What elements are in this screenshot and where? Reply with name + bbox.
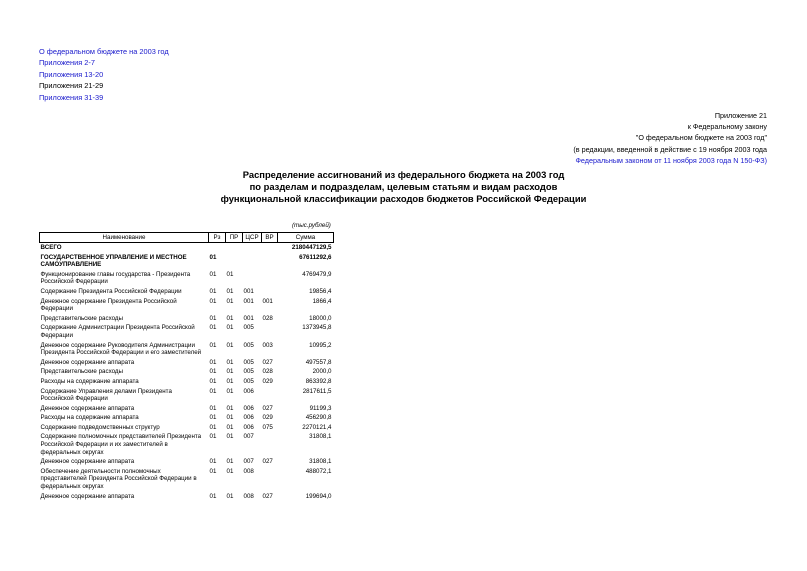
row-sum: 1866,4	[312, 297, 332, 305]
row-pr: 01	[226, 341, 234, 349]
row-rz: 01	[209, 368, 217, 376]
row-name: Содержание Управления делами Президента Российской Федерации	[40, 387, 172, 403]
row-name: Содержание Президента Российской Федерации	[40, 287, 182, 295]
row-name: Представительские расходы	[40, 368, 123, 376]
table-row	[40, 270, 334, 287]
row-pr: 01	[226, 287, 234, 295]
row-sum: 488072,1	[305, 467, 332, 475]
row-rz: 01	[209, 341, 217, 349]
row-pr: 01	[226, 297, 234, 305]
row-pr: 01	[226, 458, 234, 466]
table-row	[40, 377, 334, 387]
row-vr	[262, 270, 278, 287]
row-csr: 006	[243, 404, 254, 412]
appendix-edition-note: (в редакции, введенной в действие с 19 ноября 2003 года	[573, 144, 767, 154]
link-federal-budget-2003[interactable]: О федеральном бюджете на 2003 год	[39, 47, 169, 56]
row-csr: 006	[243, 423, 254, 431]
row-vr	[262, 287, 278, 297]
row-name: ВСЕГО	[40, 244, 62, 251]
header-sum: Сумма	[278, 233, 334, 243]
row-rz: 01	[209, 253, 217, 261]
table-row	[40, 467, 334, 492]
table-row	[40, 341, 334, 358]
row-pr	[226, 243, 243, 253]
row-vr: 029	[262, 414, 273, 422]
row-rz: 01	[209, 423, 217, 431]
row-vr: 027	[262, 492, 273, 500]
appendix-number: Приложение 21	[714, 111, 767, 120]
row-pr: 01	[226, 368, 234, 376]
row-csr: 006	[243, 387, 254, 395]
row-vr	[262, 253, 278, 270]
row-sum: 67611292,6	[299, 253, 332, 261]
document-links	[39, 46, 169, 103]
link-appendices-2-7[interactable]: Приложения 2-7	[39, 58, 95, 68]
row-sum: 199694,0	[305, 492, 332, 500]
table-row	[40, 492, 334, 502]
row-pr: 01	[226, 314, 234, 322]
row-name: Функционирование главы государства - Президента Российской Федерации	[40, 270, 191, 286]
table-row	[40, 243, 334, 253]
row-vr: 028	[262, 314, 273, 322]
row-name: Содержание полномочных представителей Президента Российской Федерации и их заместителей в федеральных округах	[40, 433, 202, 456]
row-csr: 006	[243, 414, 254, 422]
row-sum: 1373945,8	[302, 324, 332, 332]
table-row	[40, 253, 334, 270]
row-name: Расходы на содержание аппарата	[40, 377, 139, 385]
row-vr	[262, 467, 278, 492]
table-header-row	[40, 233, 334, 243]
row-vr: 029	[262, 377, 273, 385]
row-pr: 01	[226, 414, 234, 422]
row-rz: 01	[209, 414, 217, 422]
row-rz: 01	[209, 377, 217, 385]
row-rz: 01	[209, 287, 217, 295]
table-row	[40, 423, 334, 433]
table-row	[40, 297, 334, 314]
title-line-2: по разделам и подразделам, целевым статьям и видам расходов	[249, 181, 558, 192]
row-name: Содержание Администрации Президента Российской Федерации	[40, 324, 195, 339]
title-line-1: Распределение ассигнований из федерального бюджета на 2003 год	[242, 169, 565, 180]
row-sum: 91199,3	[309, 404, 332, 412]
link-appendices-13-20[interactable]: Приложения 13-20	[39, 69, 104, 79]
row-vr: 003	[262, 341, 273, 349]
row-csr	[243, 270, 262, 287]
row-rz: 01	[209, 404, 217, 412]
table-body	[40, 243, 334, 502]
link-appendices-21-29: Приложения 21-29	[39, 81, 104, 91]
row-vr	[262, 432, 278, 457]
table-row	[40, 457, 334, 467]
row-sum: 2180447129,5	[291, 244, 332, 251]
row-vr: 027	[262, 358, 273, 366]
row-vr	[262, 323, 278, 340]
row-pr: 01	[226, 467, 234, 475]
row-name: Содержание подведомственных структур	[40, 423, 160, 431]
row-pr: 01	[226, 423, 234, 431]
row-csr: 001	[243, 287, 254, 295]
row-sum: 497557,8	[305, 358, 332, 366]
table-row	[40, 323, 334, 340]
table-row	[40, 432, 334, 457]
table-row	[40, 314, 334, 324]
row-sum: 18000,0	[309, 314, 332, 322]
row-sum: 4769479,9	[302, 270, 332, 278]
appendix-law-title: "О федеральном бюджете на 2003 год"	[635, 133, 767, 143]
row-pr: 01	[226, 377, 234, 385]
row-csr: 008	[243, 492, 254, 500]
row-vr: 075	[262, 423, 273, 431]
row-csr: 007	[243, 458, 254, 466]
title-line-3: функциональной классификации расходов бюджетов Российской Федерации	[220, 193, 587, 204]
header-rz: Рз	[209, 233, 226, 243]
row-csr: 005	[243, 341, 254, 349]
appendix-law-ref: к Федеральному закону	[687, 122, 767, 132]
row-vr: 027	[262, 404, 273, 412]
row-sum: 2000,0	[312, 368, 332, 376]
row-name: Денежное содержание аппарата	[40, 458, 135, 466]
row-rz: 01	[209, 324, 217, 332]
row-rz: 01	[209, 358, 217, 366]
row-csr: 007	[243, 433, 254, 441]
table-row	[40, 404, 334, 414]
row-csr: 008	[243, 467, 254, 475]
row-pr: 01	[226, 324, 234, 332]
row-pr: 01	[226, 492, 234, 500]
row-sum: 863392,8	[305, 377, 332, 385]
row-sum: 456290,8	[305, 414, 332, 422]
row-csr: 005	[243, 358, 254, 366]
row-name: Обеспечение деятельности полномочных представителей Президента Российской Федерации в федеральных округах	[40, 467, 197, 491]
row-sum: 31808,1	[309, 458, 332, 466]
row-pr: 01	[226, 404, 234, 412]
row-name: Денежное содержание Руководителя Администрации Президента Российской Федерации и его заместителей	[40, 341, 202, 357]
row-csr: 005	[243, 324, 254, 332]
row-rz	[209, 243, 226, 253]
table-row	[40, 287, 334, 297]
row-rz: 01	[209, 314, 217, 322]
row-rz: 01	[209, 492, 217, 500]
row-name: Денежное содержание аппарата	[40, 404, 135, 412]
header-csr: ЦСР	[243, 233, 262, 243]
row-rz: 01	[209, 297, 217, 305]
header-name: Наименование	[40, 233, 209, 243]
budget-table	[39, 232, 334, 501]
row-vr	[262, 243, 278, 253]
document-title	[0, 169, 807, 205]
appendix-header	[573, 110, 767, 166]
row-pr: 01	[226, 270, 234, 278]
appendix-amending-law-link[interactable]: Федеральным законом от 11 ноября 2003 года N 150-ФЗ)	[575, 155, 767, 165]
row-sum: 31808,1	[309, 433, 332, 441]
row-sum: 19856,4	[309, 287, 332, 295]
units-note: (тыс.рублей)	[292, 222, 331, 229]
row-name: Денежное содержание Президента Российской Федерации	[40, 297, 177, 313]
row-name: Представительские расходы	[40, 314, 123, 322]
row-csr: 001	[243, 314, 254, 322]
row-pr	[226, 253, 243, 270]
row-vr: 001	[262, 297, 273, 305]
row-vr: 027	[262, 458, 273, 466]
row-name: ГОСУДАРСТВЕННОЕ УПРАВЛЕНИЕ И МЕСТНОЕ САМОУПРАВЛЕНИЕ	[40, 253, 187, 269]
table-row	[40, 413, 334, 423]
row-rz: 01	[209, 433, 217, 441]
row-vr: 028	[262, 368, 273, 376]
table-row	[40, 358, 334, 368]
row-name: Расходы на содержание аппарата	[40, 414, 139, 422]
row-pr: 01	[226, 358, 234, 366]
row-pr: 01	[226, 433, 234, 441]
row-csr	[243, 253, 262, 270]
row-name: Денежное содержание аппарата	[40, 492, 135, 500]
row-sum: 10995,2	[309, 341, 332, 349]
row-csr: 005	[243, 377, 254, 385]
row-vr	[262, 387, 278, 404]
row-csr	[243, 243, 262, 253]
row-rz: 01	[209, 387, 217, 395]
header-vr: ВР	[262, 233, 278, 243]
row-rz: 01	[209, 458, 217, 466]
row-rz: 01	[209, 467, 217, 475]
row-rz: 01	[209, 270, 217, 278]
row-csr: 001	[243, 297, 254, 305]
row-sum: 2817611,5	[302, 387, 332, 395]
row-sum: 2270121,4	[302, 423, 332, 431]
link-appendices-31-39[interactable]: Приложения 31-39	[39, 92, 104, 102]
row-name: Денежное содержание аппарата	[40, 358, 135, 366]
header-pr: ПР	[226, 233, 243, 243]
table-row	[40, 387, 334, 404]
row-csr: 005	[243, 368, 254, 376]
table-row	[40, 367, 334, 377]
row-pr: 01	[226, 387, 234, 395]
